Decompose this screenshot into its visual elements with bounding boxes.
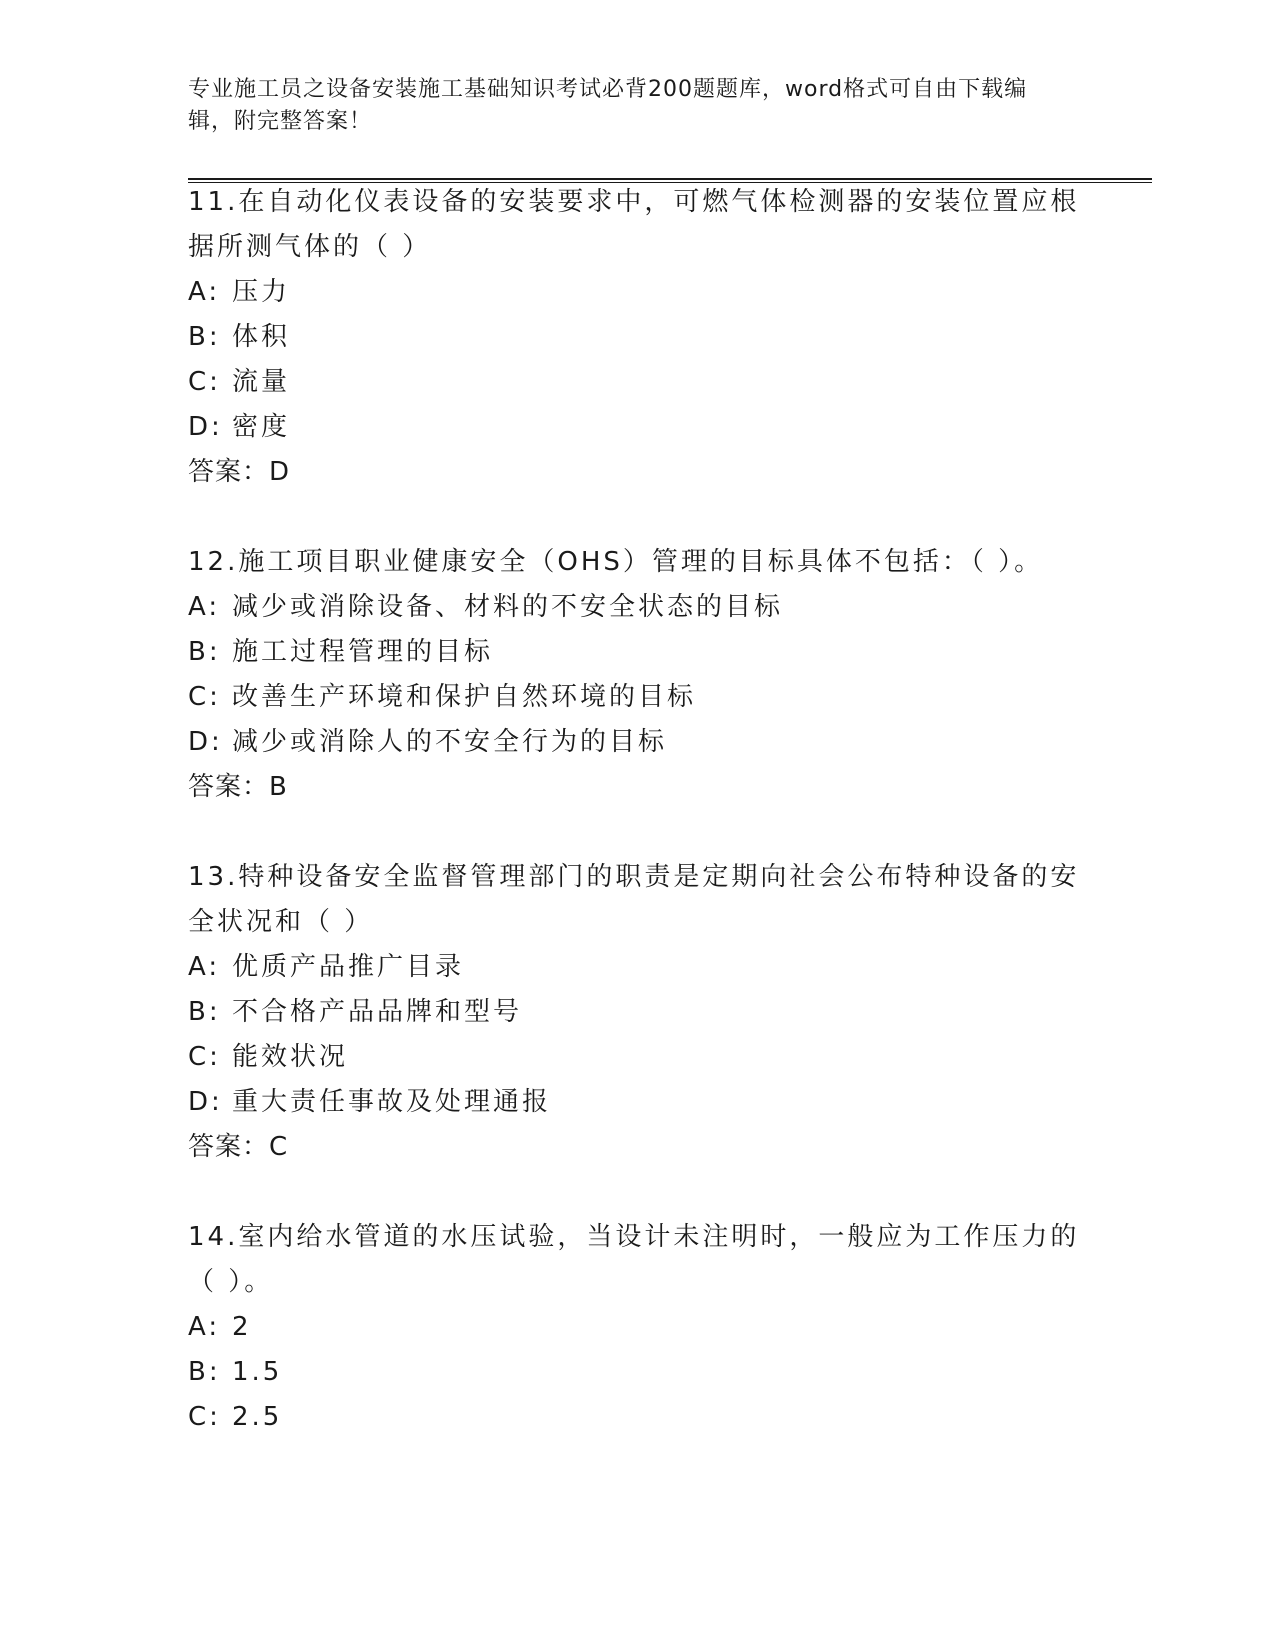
option-d <box>188 1080 1088 1125</box>
option-b <box>188 315 1088 360</box>
option-text: 压力 <box>232 277 291 307</box>
option-a <box>188 1305 1088 1350</box>
option-text: 优质产品推广目录 <box>232 952 465 982</box>
option-d <box>188 720 1088 765</box>
option-a <box>188 270 1088 315</box>
option-text: 流量 <box>232 367 291 397</box>
option-text: 2.5 <box>232 1402 283 1432</box>
option-d <box>188 405 1088 450</box>
option-text: 不合格产品品牌和型号 <box>232 997 523 1027</box>
option-key: D: <box>188 1087 223 1117</box>
option-key: A: <box>188 592 221 622</box>
question-stem: 13.特种设备安全监督管理部门的职责是定期向社会公布特种设备的安全状况和（ ） <box>188 862 1080 937</box>
option-text: 能效状况 <box>232 1042 349 1072</box>
answer-label: 答案：B <box>188 772 288 802</box>
option-text: 减少或消除设备、材料的不安全状态的目标 <box>232 592 784 622</box>
answer-label: 答案：C <box>188 1132 289 1162</box>
question-11 <box>188 180 1088 495</box>
question-stem: 14.室内给水管道的水压试验，当设计未注明时，一般应为工作压力的（ ）。 <box>188 1222 1080 1297</box>
option-c <box>188 360 1088 405</box>
option-key: C: <box>188 367 221 397</box>
option-text: 1.5 <box>232 1357 283 1387</box>
answer-label: 答案：D <box>188 457 291 487</box>
option-key: B: <box>188 637 221 667</box>
question-stem: 11.在自动化仪表设备的安装要求中，可燃气体检测器的安装位置应根据所测气体的（ ） <box>188 187 1080 262</box>
option-key: B: <box>188 322 221 352</box>
option-key: A: <box>188 1312 221 1342</box>
question-13 <box>188 855 1088 1170</box>
option-b <box>188 630 1088 675</box>
option-a <box>188 945 1088 990</box>
option-key: B: <box>188 997 221 1027</box>
option-b <box>188 990 1088 1035</box>
option-key: D: <box>188 727 223 757</box>
question-14 <box>188 1215 1088 1440</box>
option-b <box>188 1350 1088 1395</box>
option-key: C: <box>188 1402 221 1432</box>
option-a <box>188 585 1088 630</box>
document-header: 专业施工员之设备安装施工基础知识考试必背200题题库，word格式可自由下载编辑，附完整答案！ <box>188 77 1028 134</box>
option-key: C: <box>188 1042 221 1072</box>
option-c <box>188 675 1088 720</box>
option-text: 密度 <box>232 412 291 442</box>
option-text: 重大责任事故及处理通报 <box>232 1087 552 1117</box>
option-text: 减少或消除人的不安全行为的目标 <box>232 727 668 757</box>
option-text: 体积 <box>232 322 291 352</box>
option-c <box>188 1035 1088 1080</box>
question-12 <box>188 540 1088 810</box>
option-text: 2 <box>232 1312 252 1342</box>
option-text: 施工过程管理的目标 <box>232 637 494 667</box>
option-key: A: <box>188 952 221 982</box>
option-key: A: <box>188 277 221 307</box>
question-stem: 12.施工项目职业健康安全（OHS）管理的目标具体不包括：（ ）。 <box>188 547 1044 577</box>
option-key: C: <box>188 682 221 712</box>
option-text: 改善生产环境和保护自然环境的目标 <box>232 682 697 712</box>
option-c <box>188 1395 1088 1440</box>
option-key: D: <box>188 412 223 442</box>
option-key: B: <box>188 1357 221 1387</box>
